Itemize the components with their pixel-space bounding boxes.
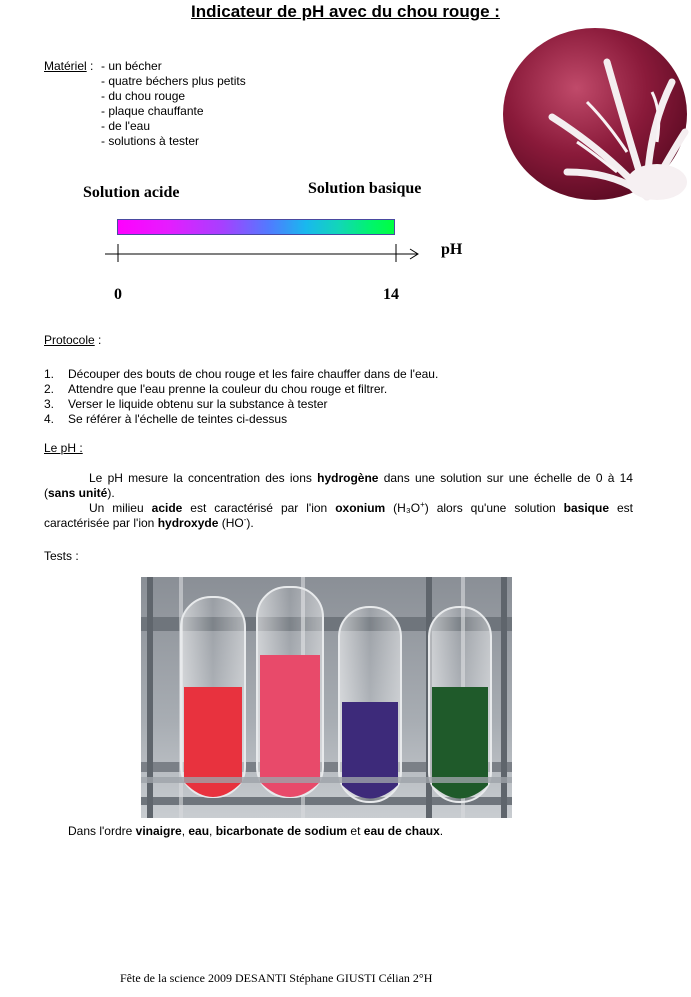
- acid-solution-label: Solution acide: [83, 184, 180, 201]
- superscript: +: [420, 500, 425, 509]
- test-tube-water: [257, 587, 323, 797]
- text: Un milieu: [89, 501, 152, 515]
- red-cabbage-image: [497, 22, 689, 202]
- text: ).: [107, 486, 115, 500]
- text: ) alors qu'une solution: [424, 501, 564, 515]
- bold-term: hydrogène: [317, 471, 379, 485]
- materiel-item: - du chou rouge: [101, 89, 186, 103]
- materiel-heading: [44, 59, 93, 74]
- ph-axis-label: pH: [441, 241, 463, 258]
- bold-term: sans unité: [48, 486, 108, 500]
- ph-min-label: 0: [114, 286, 122, 303]
- materiel-suffix: :: [86, 59, 94, 73]
- text: ,: [209, 824, 216, 838]
- text: dans une solution sur une échelle de 0 à 14 (: [44, 471, 633, 500]
- protocole-steps: [44, 367, 438, 427]
- ph-explanation: [44, 471, 633, 531]
- bold-term: eau de chaux: [363, 824, 440, 838]
- test-tubes-photo: [141, 577, 512, 818]
- materiel-item: - plaque chauffante: [101, 104, 204, 118]
- step-text: Découper des bouts de chou rouge et les faire chauffer dans de l'eau.: [68, 367, 439, 381]
- ph-max-label: 14: [383, 286, 399, 303]
- step-number: 4.: [44, 412, 55, 426]
- list-item: [44, 412, 438, 427]
- text: Dans l'ordre: [68, 824, 136, 838]
- tests-heading: Tests :: [44, 549, 79, 563]
- text: .: [439, 824, 444, 838]
- test-tube-vinegar: [181, 597, 245, 797]
- materiel-item: - solutions à tester: [101, 134, 200, 148]
- materiel-item: - un bécher: [101, 59, 162, 73]
- text: est caractérisé par l'ion: [182, 501, 336, 515]
- text: (HO: [218, 516, 244, 530]
- materiel-label: Matériel: [44, 59, 87, 73]
- ph-color-scale-bar: [117, 219, 395, 235]
- step-text: Attendre que l'eau prenne la couleur du chou rouge et filtrer.: [68, 382, 388, 396]
- materiel-item: - quatre béchers plus petits: [101, 74, 246, 88]
- bold-term: hydroxyde: [157, 516, 219, 530]
- list-item: [44, 382, 438, 397]
- test-tube-sodium-bicarbonate: [339, 607, 401, 802]
- step-text: Se référer à l'échelle de teintes ci-dessus: [68, 412, 288, 426]
- text: Le pH mesure la concentration des ions: [89, 471, 318, 485]
- bold-term: basique: [563, 501, 610, 515]
- step-number: 3.: [44, 397, 55, 411]
- text: ).: [246, 516, 254, 530]
- test-tube-limewater: [429, 607, 491, 802]
- bold-term: vinaigre: [135, 824, 182, 838]
- text: (H₃O: [385, 501, 421, 515]
- page-title: Indicateur de pH avec du chou rouge :: [191, 2, 500, 21]
- ph-paragraph-2: [44, 501, 633, 531]
- list-item: [44, 397, 438, 412]
- step-number: 2.: [44, 382, 55, 396]
- ph-section-heading: Le pH :: [44, 441, 83, 455]
- bold-term: oxonium: [335, 501, 386, 515]
- bold-term: eau: [188, 824, 210, 838]
- bold-term: bicarbonate de sodium: [215, 824, 348, 838]
- materiel-list: [101, 59, 246, 149]
- superscript: -: [243, 515, 247, 524]
- page-footer: Fête de la science 2009 DESANTI Stéphane GIUSTI Célian 2°H: [120, 971, 433, 985]
- list-item: [44, 367, 438, 382]
- tests-caption: [68, 824, 443, 839]
- step-text: Verser le liquide obtenu sur la substance à tester: [68, 397, 328, 411]
- protocole-suffix: :: [94, 333, 102, 347]
- bold-term: acide: [151, 501, 183, 515]
- protocole-label: Protocole: [44, 333, 95, 347]
- ph-axis: [100, 240, 430, 264]
- protocole-heading: [44, 333, 101, 348]
- text: est caractérisée par l'ion: [44, 501, 633, 530]
- text: et: [347, 824, 364, 838]
- materiel-item: - de l'eau: [101, 119, 150, 133]
- ph-paragraph-1: [44, 471, 633, 501]
- step-number: 1.: [44, 367, 55, 381]
- text: ,: [181, 824, 189, 838]
- basic-solution-label: Solution basique: [308, 180, 422, 197]
